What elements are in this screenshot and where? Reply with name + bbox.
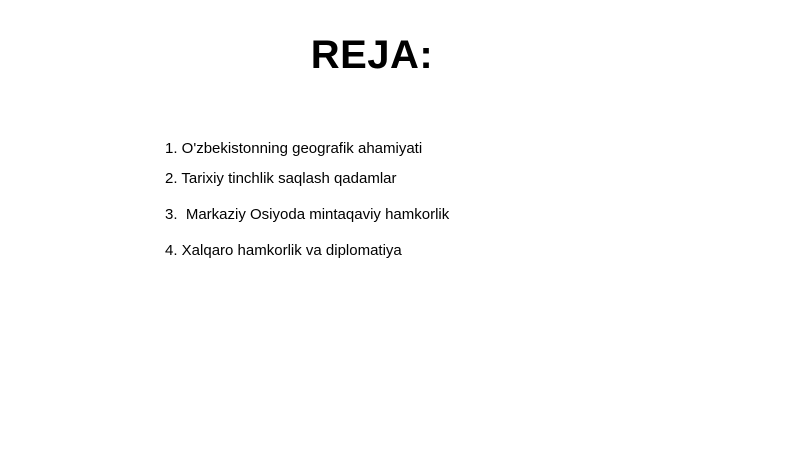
- plan-item-1: 1. O'zbekistonning geografik ahamiyati: [165, 140, 423, 157]
- plan-item-2: 2. Tarixiy tinchlik saqlash qadamlar: [165, 170, 397, 187]
- slide-title: REJA:: [310, 33, 434, 77]
- plan-item-4: 4. Xalqaro hamkorlik va diplomatiya: [165, 242, 402, 259]
- plan-item-3: 3. Markaziy Osiyoda mintaqaviy hamkorlik: [165, 206, 450, 223]
